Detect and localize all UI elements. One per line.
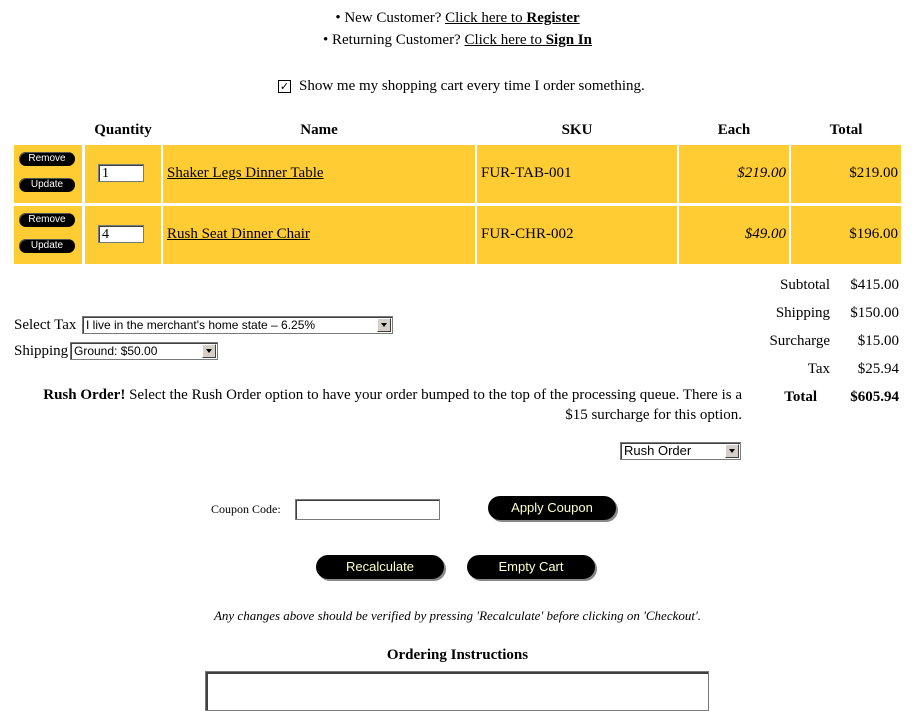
ordering-instructions-textarea[interactable]: [205, 671, 709, 711]
update-button[interactable]: Update: [19, 239, 75, 253]
rush-order-description-2: $15 surcharge for this option.: [565, 407, 742, 423]
tax-select[interactable]: [82, 316, 393, 334]
product-each-price: $49.00: [744, 226, 786, 242]
sign-in-link-text: Click here to: [464, 32, 542, 48]
rush-order-text: [14, 385, 742, 425]
rush-order-select[interactable]: [620, 442, 741, 460]
header-sku: SKU: [561, 122, 593, 138]
tax-select-value: I live in the merchant's home state – 6.25%: [86, 318, 316, 332]
product-line-total: $219.00: [849, 165, 898, 181]
product-sku: FUR-CHR-002: [481, 226, 574, 242]
sign-in-link[interactable]: [464, 32, 592, 48]
update-button[interactable]: Update: [19, 178, 75, 192]
subtotal-label: Subtotal: [779, 277, 830, 293]
new-customer-prefix: • New Customer?: [335, 10, 442, 26]
chevron-down-icon: [725, 444, 739, 458]
grand-total-value: $605.94: [850, 389, 899, 405]
shipping-select[interactable]: [70, 342, 218, 360]
new-customer-line: [0, 10, 915, 27]
rush-order-select-value: Rush Order: [624, 443, 692, 458]
recalculate-note: Any changes above should be verified by pressing 'Recalculate' before clicking on 'Checkout'.: [213, 608, 702, 623]
returning-customer-prefix: • Returning Customer?: [322, 32, 461, 48]
rush-order-title: Rush Order!: [43, 387, 126, 403]
coupon-code-label: Coupon Code:: [211, 502, 281, 516]
grand-total-label: Total: [784, 389, 817, 405]
returning-customer-line: [0, 32, 915, 49]
chevron-down-icon: [377, 318, 391, 332]
product-name-link[interactable]: Shaker Legs Dinner Table: [167, 165, 324, 181]
quantity-input[interactable]: 1: [98, 164, 144, 182]
empty-cart-button[interactable]: Empty Cart: [467, 555, 595, 579]
subtotal-value: $415.00: [850, 277, 899, 293]
header-name: Name: [300, 122, 338, 138]
remove-button[interactable]: Remove: [19, 213, 75, 227]
chevron-down-icon: [202, 344, 216, 358]
product-each-price: $219.00: [737, 165, 786, 181]
header-total: Total: [829, 122, 863, 138]
shipping-total-value: $150.00: [850, 305, 899, 321]
register-link-bold: Register: [526, 10, 580, 26]
tax-value: $25.94: [857, 361, 899, 377]
surcharge-label: Surcharge: [769, 333, 830, 349]
remove-button[interactable]: Remove: [19, 152, 75, 166]
rush-order-description: Select the Rush Order option to have your order bumped to the top of the processing queue. There is a: [129, 387, 742, 403]
recalculate-button[interactable]: Recalculate: [316, 555, 444, 579]
ordering-instructions-title: Ordering Instructions: [386, 647, 529, 663]
header-each: Each: [717, 122, 751, 138]
apply-coupon-button[interactable]: Apply Coupon: [488, 496, 616, 520]
sign-in-link-bold: Sign In: [545, 32, 592, 48]
show-cart-checkbox[interactable]: ✓: [279, 80, 290, 93]
product-sku: FUR-TAB-001: [481, 165, 572, 181]
shipping-select-value: Ground: $50.00: [74, 344, 158, 358]
quantity-input[interactable]: 4: [98, 225, 144, 243]
product-name-link[interactable]: Rush Seat Dinner Chair: [167, 226, 310, 242]
product-line-total: $196.00: [849, 226, 898, 242]
show-cart-label: Show me my shopping cart every time I order something.: [299, 78, 645, 94]
shipping-method-label: Shipping: [14, 343, 69, 359]
tax-label: Tax: [807, 361, 830, 377]
header-quantity: Quantity: [94, 122, 152, 138]
coupon-code-input[interactable]: [295, 499, 440, 520]
show-cart-option: [278, 78, 645, 95]
register-link-text: Click here to: [445, 10, 523, 26]
surcharge-value: $15.00: [857, 333, 899, 349]
register-link[interactable]: [445, 10, 580, 26]
shipping-total-label: Shipping: [775, 305, 830, 321]
select-tax-label: Select Tax: [14, 317, 77, 333]
